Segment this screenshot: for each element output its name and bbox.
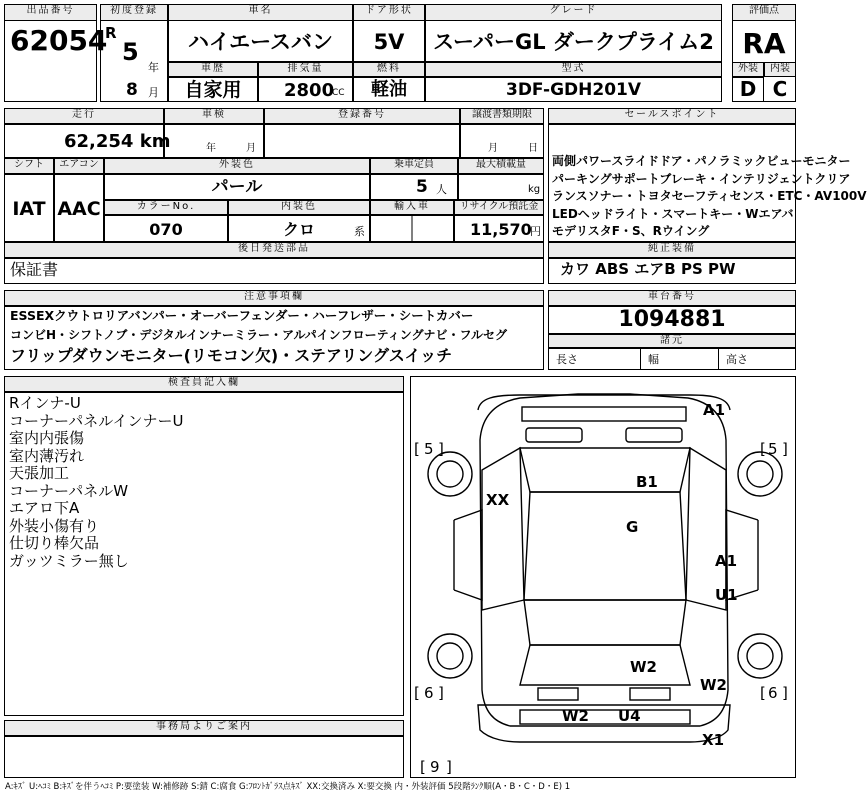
headlight-right xyxy=(626,428,682,442)
mark-w2-side: W2 xyxy=(700,676,727,694)
exterior-label: 外装 xyxy=(732,62,764,77)
equip-label: 純正装備 xyxy=(548,242,796,258)
inspector-line: Rインナ-U xyxy=(9,394,81,412)
color: パール xyxy=(211,177,263,197)
tire-bracket-rr: [ xyxy=(760,684,766,702)
sales-lines xyxy=(552,152,867,240)
rear-bumper-inner xyxy=(520,710,690,724)
mark-xx: XX xyxy=(486,491,510,509)
history: 自家用 xyxy=(184,79,242,101)
capacity: 5 xyxy=(416,177,428,197)
mark-x1: X1 xyxy=(702,731,725,749)
inspector-label: 検査員記入欄 xyxy=(4,376,404,392)
mark-a1-top: A1 xyxy=(703,401,726,419)
later-label: 後日発送部品 xyxy=(4,242,544,258)
left-side-body xyxy=(454,510,482,600)
spec-label: 諸元 xyxy=(548,334,796,348)
recycle-label: リサイクル預託金 xyxy=(454,200,544,215)
transfer-day-unit: 日 xyxy=(528,143,538,154)
exterior-grade: D xyxy=(739,77,757,101)
car-name: ハイエースバン xyxy=(187,30,334,54)
inspection-label: 車検 xyxy=(164,108,264,124)
spare-tread: 9 xyxy=(430,758,440,776)
recycle-unit: 円 xyxy=(530,225,541,238)
shift-label: シフト xyxy=(4,158,54,174)
model-label: 型式 xyxy=(425,62,722,77)
equip: カワ ABS エアB PS PW xyxy=(560,260,736,278)
spec-cell xyxy=(548,348,796,370)
capacity-unit: 人 xyxy=(436,183,447,196)
inspector-line: ガッツミラー無し xyxy=(9,551,129,570)
sales-line: パーキングサポートブレーキ・インテリジェントクリア xyxy=(552,171,851,186)
left-side-upper xyxy=(482,448,524,610)
taillight-right xyxy=(630,688,670,700)
tire-bracket-fr: [ xyxy=(760,440,766,458)
tire-front-right xyxy=(738,452,782,496)
body-outline xyxy=(480,394,728,726)
tire-tread-fl: 5 xyxy=(424,440,434,458)
inspector-line: 天張加工 xyxy=(9,464,70,482)
taillight-left xyxy=(538,688,578,700)
later-item: 保証書 xyxy=(10,260,59,279)
notes-line: ESSEXクウトロリアバンパー・オーバーフェンダー・ハーフレザー・シートカバー xyxy=(10,308,474,323)
inspector-line: エアロ下A xyxy=(9,499,80,517)
fuel: 軽油 xyxy=(371,79,407,100)
sales-line: LEDヘッドライト・スマートキー・Wエアバ xyxy=(552,206,794,221)
width-label: 幅 xyxy=(648,353,659,366)
mark-b1: B1 xyxy=(636,473,658,491)
tire-tread-rl: 6 xyxy=(424,684,434,702)
tire-bracket-fr-close: ] xyxy=(782,440,788,458)
grade-label: グレード xyxy=(425,4,722,21)
name-label: 車名 xyxy=(168,4,353,21)
tire-front-left xyxy=(428,452,472,496)
notes-line: フリップダウンモニター(リモコン欠)・ステアリングスイッチ xyxy=(10,346,453,365)
chassis-number: 1094881 xyxy=(618,307,726,332)
cc-unit: CC xyxy=(332,88,345,98)
model: 3DF-GDH201V xyxy=(505,80,642,100)
mark-u4: U4 xyxy=(618,707,641,725)
notes-label: 注意事項欄 xyxy=(4,290,544,306)
rear-window xyxy=(524,600,686,645)
mark-g: G xyxy=(626,518,639,536)
later-cell xyxy=(4,258,544,284)
notes-line: コンビH・シフトノブ・デジタルインナーミラー・アルパインフローティングナビ・フルセグ xyxy=(10,328,508,342)
door-label: ドア形状 xyxy=(353,4,425,21)
mark-a1-side: A1 xyxy=(715,552,738,570)
inspector-line: コーナーパネルインナーU xyxy=(9,411,184,430)
front-bumper xyxy=(478,395,730,410)
chassis-label: 車台番号 xyxy=(548,290,796,306)
rear-deck xyxy=(520,645,690,685)
car-diagram xyxy=(410,376,796,778)
displacement-label: 排気量 xyxy=(258,62,353,77)
plate-cell xyxy=(264,124,460,158)
sales-label: セールスポイント xyxy=(548,108,796,124)
recycle: 11,570 xyxy=(470,220,532,239)
headlight-left xyxy=(526,428,582,442)
grade: スーパーGL ダークプライム2 xyxy=(433,30,714,54)
era: R xyxy=(105,24,117,42)
tire-bracket-rl: [ xyxy=(414,684,420,702)
int-color-label: 内装色 xyxy=(228,200,370,215)
lot-number: 62054 xyxy=(10,24,108,57)
color-no-label: カラーNo. xyxy=(104,200,228,215)
interior-grade: C xyxy=(772,77,788,101)
mark-u1: U1 xyxy=(715,586,738,604)
import-slash xyxy=(370,215,454,242)
spare-bracket: [ xyxy=(420,758,426,776)
tire-front-right-inner xyxy=(747,461,773,487)
transfer-month-unit: 月 xyxy=(488,143,498,154)
spec-divider-1 xyxy=(640,348,641,370)
roof xyxy=(524,492,686,600)
reg-year: 5 xyxy=(122,38,139,66)
sales-line: モデリスタF・S、Rウイング xyxy=(552,224,710,238)
tire-bracket-rl-close: ] xyxy=(438,684,444,702)
load-label: 最大積載量 xyxy=(458,158,544,174)
int-color: クロ xyxy=(282,220,315,239)
insp-month-unit: 月 xyxy=(246,143,256,154)
ac-label: エアコン xyxy=(54,158,104,174)
mark-w2-bottom: W2 xyxy=(562,707,589,725)
tire-front-left-inner xyxy=(437,461,463,487)
first-reg-label: 初度登録 xyxy=(100,4,168,21)
tire-tread-rr: 6 xyxy=(768,684,778,702)
displacement: 2800 xyxy=(284,80,335,101)
insp-year-unit: 年 xyxy=(206,143,216,154)
lot-label: 出品番号 xyxy=(4,4,97,21)
shift: IAT xyxy=(12,198,46,220)
tire-rear-left xyxy=(428,634,472,678)
reg-month: 8 xyxy=(126,80,138,100)
color-no: 070 xyxy=(149,220,183,239)
length-label: 長さ xyxy=(556,353,578,366)
tire-tread-fr: 5 xyxy=(768,440,778,458)
windshield xyxy=(520,448,690,492)
ac: AAC xyxy=(57,198,101,220)
score: RA xyxy=(742,27,786,60)
tire-bracket-fl-close: ] xyxy=(438,440,444,458)
sales-line: ランスソナー・トヨタセーフティセンス・ETC・AV100V xyxy=(552,189,867,203)
int-color-unit: 系 xyxy=(354,225,365,238)
height-label: 高さ xyxy=(726,353,748,366)
capacity-label: 乗車定員 xyxy=(370,158,458,174)
inspector-lines xyxy=(9,395,183,570)
transfer-label: 譲渡書類期限 xyxy=(460,108,544,124)
color-label: 外装色 xyxy=(104,158,370,174)
tire-rear-left-inner xyxy=(437,643,463,669)
inspector-line: 室内薄汚れ xyxy=(9,446,85,465)
month-unit: 月 xyxy=(148,86,159,99)
front-grille xyxy=(522,407,686,421)
interior-label: 内装 xyxy=(764,62,796,77)
tire-bracket-rr-close: ] xyxy=(782,684,788,702)
office-label: 事務局よりご案内 xyxy=(4,720,404,736)
mileage-label: 走行 xyxy=(4,108,164,124)
mark-w2-rear: W2 xyxy=(630,658,657,676)
fuel-label: 燃料 xyxy=(353,62,425,77)
inspector-line: 外装小傷有り xyxy=(9,516,100,535)
spare-bracket-close: ] xyxy=(446,758,452,776)
year-unit: 年 xyxy=(148,61,159,74)
score-label: 評価点 xyxy=(732,4,796,21)
tire-rear-right xyxy=(738,634,782,678)
office-box xyxy=(4,736,404,778)
plate-label: 登録番号 xyxy=(264,108,460,124)
door-type: 5V xyxy=(373,30,405,54)
history-label: 車歴 xyxy=(168,62,258,77)
inspector-line: 仕切り棒欠品 xyxy=(9,534,100,552)
load-unit: kg xyxy=(528,184,541,195)
sales-line: 両側パワースライドドア・パノラミックビューモニター xyxy=(552,154,851,168)
tire-bracket-fl: [ xyxy=(414,440,420,458)
import-label: 輸入車 xyxy=(370,200,454,215)
inspector-line: 室内内張傷 xyxy=(9,429,85,447)
spec-divider-2 xyxy=(718,348,719,370)
inspector-line: コーナーパネルW xyxy=(9,481,129,500)
mileage: 62,254 km xyxy=(64,131,171,152)
legend: A:ｷｽﾞ U:ﾍｺﾐ B:ｷｽﾞを伴うﾍｺﾐ P:要塗装 W:補修跡 S:錆 C:腐食 G:ﾌﾛﾝﾄｶﾞﾗｽ点ｷｽﾞ XX:交換済み X:要交換 内・外装評価 5段階ﾗﾝｸ順(A・B・C・D・E) 1 xyxy=(5,782,571,792)
tire-rear-right-inner xyxy=(747,643,773,669)
